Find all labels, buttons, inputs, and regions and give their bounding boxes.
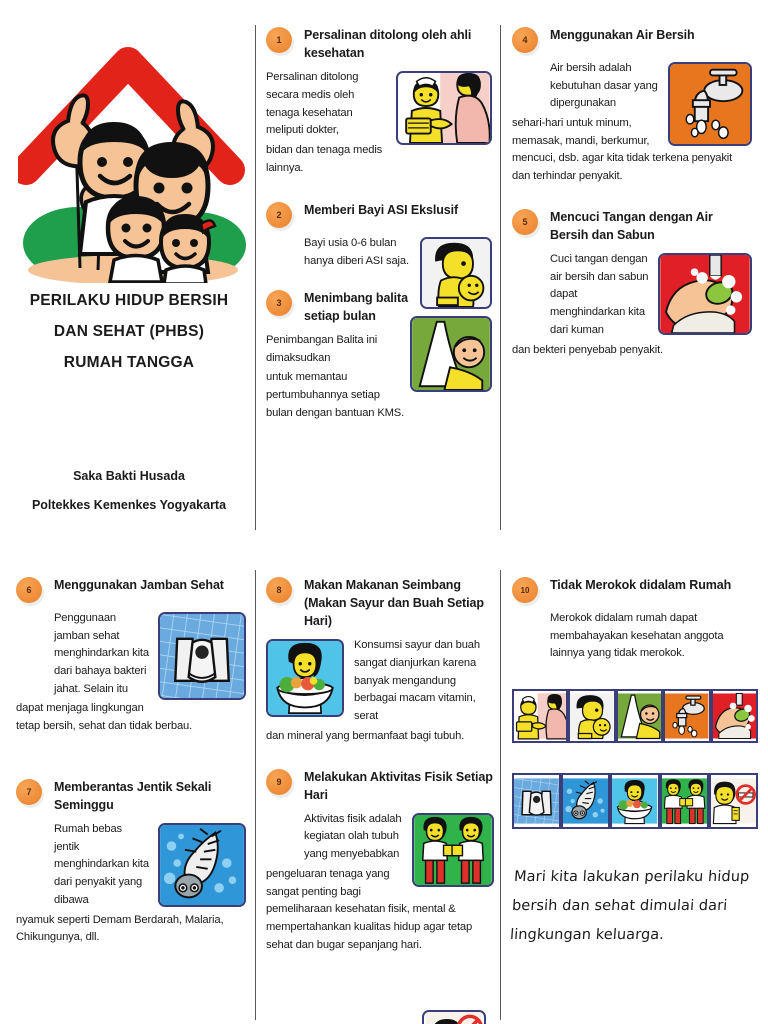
item-4-body-full: sehari-hari untuk minum, memasak, mandi, berkumur, mencuci, dsb. agar kita tidak terkena penyakit dan terhindar penyakit. (512, 117, 733, 183)
item-10-title: Tidak Merokok didalam Rumah (550, 578, 732, 592)
item-8-body (266, 637, 494, 745)
item-10[interactable] (512, 576, 758, 663)
item-4-body-wrap: Air bersih adalah kebutuhan dasar yang dipergunakan (550, 62, 658, 110)
item-5-body-full: dan bekteri penyebab penyakit. (512, 343, 663, 356)
item-1-number-badge: 1 (266, 27, 292, 53)
column-items-8-9 (266, 576, 494, 954)
divider-bottom-left (255, 570, 256, 1020)
item-8-number-badge: 8 (266, 577, 292, 603)
poster-title-line-3: RUMAH TANGGA (63, 354, 195, 371)
poster-title-line-2: DAN SEHAT (PHBS) (53, 323, 205, 340)
filmstrip-top (512, 689, 758, 743)
no-smoking-peek-image (422, 1010, 486, 1024)
item-4[interactable] (512, 26, 752, 186)
poster-credits (0, 462, 258, 520)
item-3-body (266, 332, 492, 422)
column-item-10-and-closing (509, 576, 758, 950)
item-3-number-badge: 3 (266, 290, 292, 316)
item-6[interactable] (16, 576, 246, 736)
item-10-number-badge: 10 (512, 577, 538, 603)
item-6-body-full: dapat menjaga lingkungan tetap bersih, sehat dan tidak berbau. (16, 702, 193, 733)
item-4-title: Menggunakan Air Bersih (550, 28, 695, 42)
item-3-head (266, 289, 412, 325)
item-7[interactable] (16, 778, 246, 947)
weighing-sling-baby-thumb (616, 689, 663, 743)
item-6-number-badge: 6 (16, 577, 42, 603)
item-2-head (266, 201, 492, 228)
item-4-body (512, 60, 752, 186)
clean-water-tap-thumb (663, 689, 710, 743)
mosquito-larva-thumb (561, 773, 610, 829)
item-7-body-wrap: Rumah bebas jentik menghindarkan kita dari penyakit yang dibawa (54, 823, 149, 906)
closing-message (509, 863, 761, 950)
item-4-number-badge: 4 (512, 27, 538, 53)
column-items-4-5 (512, 26, 752, 359)
item-7-title: Memberantas Jentik Sekali Seminggu (54, 779, 212, 812)
column-items-6-7 (16, 576, 246, 947)
handwashing-with-soap-thumb (711, 689, 758, 743)
balanced-meal-vegetables-image (266, 639, 344, 717)
item-8-body-full: dan mineral yang bermanfaat bagi tubuh. (266, 729, 465, 742)
clean-water-tap-image (668, 62, 752, 146)
divider-top-right (500, 25, 501, 530)
healthy-latrine-image (158, 612, 246, 700)
item-5-body-wrap: Cuci tangan dengan air bersih dan sabun dapat menghindarkan kita dari kuman (550, 253, 649, 336)
item-8-body-wrap: Konsumsi sayur dan buah sangat dianjurkan karena banyak mengandung berbagai macam vitamin, serat (354, 639, 480, 723)
item-5-number-badge: 5 (512, 209, 538, 235)
phbs-family-house-logo (18, 38, 248, 283)
item-5-head (512, 208, 752, 244)
item-1[interactable] (266, 26, 492, 177)
item-4-head (512, 26, 752, 53)
divider-top-left (255, 25, 256, 530)
item-3-title: Menimbang balita setiap bulan (304, 290, 408, 323)
item-1-title: Persalinan ditolong oleh ahli kesehatan (304, 28, 472, 61)
hero-column (0, 0, 255, 560)
filmstrip-bottom (512, 773, 758, 829)
item-5[interactable] (512, 208, 752, 359)
closing-line-3: lingkungan keluarga. (509, 927, 665, 944)
item-8[interactable] (266, 576, 494, 746)
item-7-head (16, 778, 246, 814)
column-items-1-3 (266, 26, 492, 422)
poster-title (0, 285, 258, 378)
breastfeeding-mother-thumb (568, 689, 615, 743)
item-6-body (16, 610, 246, 736)
item-9-body-wrap: Aktivitas fisik adalah kegiatan olah tubuh yang menyebabkan (304, 812, 402, 861)
closing-line-2: bersih dan sehat dimulai dari (511, 898, 728, 915)
item-9-body (266, 811, 494, 955)
item-8-head (266, 576, 494, 630)
item-5-body (512, 251, 752, 359)
item-1-body-full: bidan dan tenaga medis lainnya. (266, 144, 383, 174)
item-3[interactable] (266, 289, 492, 423)
item-10-body (512, 610, 758, 663)
handwashing-with-soap-image (658, 253, 752, 335)
item-1-head (266, 26, 492, 62)
item-10-head (512, 576, 758, 603)
item-2-body-wrap: Bayi usia 0-6 bulan hanya diberi ASI saja. (304, 237, 409, 268)
physical-activity-children-thumb (660, 773, 709, 829)
item-9[interactable] (266, 768, 494, 955)
item-7-number-badge: 7 (16, 779, 42, 805)
item-7-body-full: nyamuk seperti Demam Berdarah, Malaria, Chikungunya, dll. (16, 913, 224, 944)
weighing-sling-baby-image (410, 316, 492, 392)
item-10-body-wrap: Merokok didalam rumah dapat membahayakan kesehatan anggota lainnya yang tidak merokok. (550, 612, 724, 660)
item-2[interactable] (266, 201, 492, 270)
balanced-meal-vegetables-thumb (610, 773, 659, 829)
item-9-number-badge: 9 (266, 769, 292, 795)
item-2-number-badge: 2 (266, 202, 292, 228)
item-2-title: Memberi Bayi ASI Ekslusif (304, 203, 459, 218)
item-6-head (16, 576, 246, 603)
item-8-title: Makan Makanan Seimbang (Makan Sayur dan Buah Setiap Hari) (304, 578, 484, 629)
poster-title-line-1: PERILAKU HIDUP BERSIH (29, 292, 229, 309)
healthy-latrine-thumb (512, 773, 561, 829)
midwife-birth-assistance-image (396, 71, 492, 145)
credit-organization: Saka Bakti Husada (73, 469, 185, 483)
physical-activity-children-image (412, 813, 494, 887)
item-1-body (266, 69, 492, 177)
item-1-body-wrap: Persalinan ditolong secara medis oleh tenaga kesehatan meliputi dokter, (266, 71, 359, 137)
item-9-head (266, 768, 494, 804)
midwife-birth-assistance-thumb (512, 689, 568, 743)
no-smoking-thumb (709, 773, 758, 829)
item-5-title: Mencuci Tangan dengan Air Bersih dan Sabun (550, 209, 713, 242)
item-2-body (266, 235, 492, 270)
item-9-body-full: pengeluaran tenaga yang sangat penting bagi pemeliharaan kesehatan fisik, mental & mempertahankan kualitas hidup agar tetap sehat dan bugar sepanjang hari. (266, 867, 473, 951)
divider-bottom-right (500, 570, 501, 1020)
item-3-body-full: untuk memantau pertumbuhannya setiap bulan dengan bantuan KMS. (266, 371, 405, 419)
item-7-body (16, 821, 246, 947)
item-9-title: Melakukan Aktivitas Fisik Setiap Hari (304, 769, 493, 802)
item-6-title: Menggunakan Jamban Sehat (54, 578, 224, 592)
item-6-body-wrap: Penggunaan jamban sehat menghindarkan kita dari bahaya bakteri jahat. Selain itu (54, 612, 149, 695)
credit-institution: Poltekkes Kemenkes Yogyakarta (31, 497, 227, 512)
item-3-body-wrap: Penimbangan Balita ini dimaksudkan (266, 334, 378, 364)
closing-line-1: Mari kita lakukan perilaku hidup (513, 869, 750, 886)
mosquito-larva-image (158, 823, 246, 907)
